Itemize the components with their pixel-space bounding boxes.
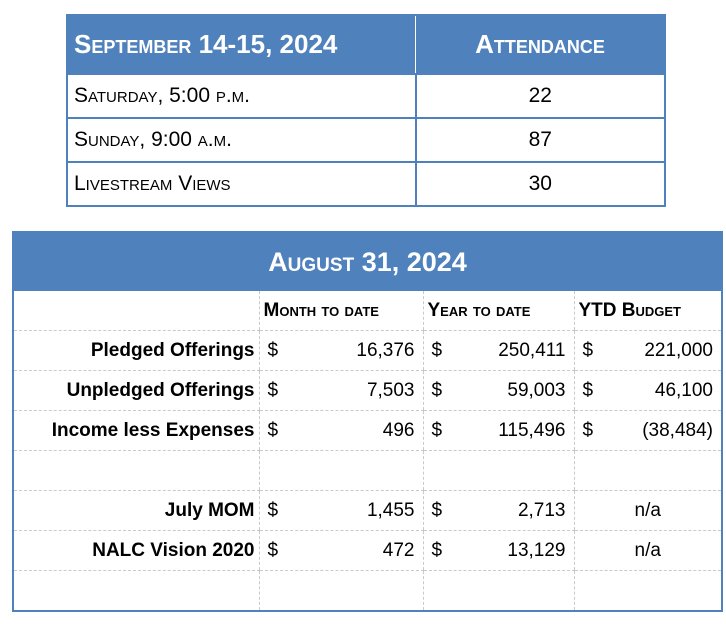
currency-symbol: $ bbox=[431, 379, 443, 401]
attendance-column-header: Attendance bbox=[416, 15, 666, 74]
attendance-row bbox=[67, 162, 665, 206]
finance-spacer-row bbox=[14, 571, 721, 611]
currency-symbol: $ bbox=[431, 539, 443, 561]
amount: 16,376 bbox=[356, 339, 415, 361]
ytd-budget-cell bbox=[574, 331, 721, 371]
ytd-budget-cell bbox=[574, 371, 721, 411]
amount: (38,484) bbox=[642, 419, 713, 441]
row-label: July MOM bbox=[14, 491, 259, 531]
month-to-date-cell bbox=[259, 531, 423, 571]
currency-symbol: $ bbox=[431, 499, 443, 521]
empty-cell bbox=[259, 451, 423, 491]
currency-symbol: $ bbox=[431, 419, 443, 441]
ytd-budget-cell: n/a bbox=[574, 491, 721, 531]
year-to-date-cell bbox=[423, 371, 574, 411]
row-label: NALC Vision 2020 bbox=[14, 531, 259, 571]
amount: 7,503 bbox=[366, 379, 415, 401]
month-to-date-cell bbox=[259, 491, 423, 531]
attendance-table bbox=[66, 14, 666, 207]
finance-row bbox=[14, 531, 721, 571]
empty-cell bbox=[14, 451, 259, 491]
year-to-date-cell bbox=[423, 331, 574, 371]
amount: 115,496 bbox=[498, 419, 566, 441]
currency-symbol: $ bbox=[267, 419, 279, 441]
month-to-date-cell bbox=[259, 331, 423, 371]
finance-table bbox=[14, 291, 721, 610]
finance-row bbox=[14, 411, 721, 451]
attendance-value: 30 bbox=[416, 162, 666, 206]
currency-symbol: $ bbox=[582, 419, 594, 441]
empty-cell bbox=[423, 571, 574, 611]
finance-header-blank bbox=[14, 291, 259, 331]
amount: 46,100 bbox=[654, 379, 713, 401]
year-to-date-cell bbox=[423, 491, 574, 531]
attendance-date-header: September 14-15, 2024 bbox=[67, 15, 416, 74]
currency-symbol: $ bbox=[267, 499, 279, 521]
attendance-label: Sunday, 9:00 a.m. bbox=[67, 118, 416, 162]
year-to-date-cell bbox=[423, 411, 574, 451]
empty-cell bbox=[423, 451, 574, 491]
ytd-budget-cell: n/a bbox=[574, 531, 721, 571]
empty-cell bbox=[574, 451, 721, 491]
attendance-row bbox=[67, 118, 665, 162]
amount: 1,455 bbox=[366, 499, 415, 521]
currency-symbol: $ bbox=[267, 339, 279, 361]
finance-spacer-row bbox=[14, 451, 721, 491]
amount: 13,129 bbox=[507, 539, 566, 561]
finance-panel bbox=[12, 231, 723, 612]
attendance-header-row bbox=[67, 15, 665, 74]
finance-row bbox=[14, 491, 721, 531]
month-to-date-cell bbox=[259, 371, 423, 411]
ytd-budget-cell bbox=[574, 411, 721, 451]
currency-symbol: $ bbox=[582, 339, 594, 361]
currency-symbol: $ bbox=[267, 379, 279, 401]
finance-title: August 31, 2024 bbox=[14, 233, 721, 291]
amount: 250,411 bbox=[498, 339, 566, 361]
year-to-date-cell bbox=[423, 531, 574, 571]
amount: 59,003 bbox=[507, 379, 566, 401]
finance-row bbox=[14, 371, 721, 411]
amount: 472 bbox=[382, 539, 415, 561]
attendance-label: Saturday, 5:00 p.m. bbox=[67, 74, 416, 118]
month-to-date-cell bbox=[259, 411, 423, 451]
row-label: Unpledged Offerings bbox=[14, 371, 259, 411]
attendance-label: Livestream Views bbox=[67, 162, 416, 206]
currency-symbol: $ bbox=[267, 539, 279, 561]
currency-symbol: $ bbox=[582, 379, 594, 401]
header-year-to-date: Year to date bbox=[423, 291, 574, 331]
row-label: Pledged Offerings bbox=[14, 331, 259, 371]
empty-cell bbox=[259, 571, 423, 611]
header-month-to-date: Month to date bbox=[259, 291, 423, 331]
header-ytd-budget: YTD Budget bbox=[574, 291, 721, 331]
currency-symbol: $ bbox=[431, 339, 443, 361]
finance-row bbox=[14, 331, 721, 371]
attendance-value: 87 bbox=[416, 118, 666, 162]
attendance-row bbox=[67, 74, 665, 118]
row-label: Income less Expenses bbox=[14, 411, 259, 451]
finance-header-row bbox=[14, 291, 721, 331]
amount: 221,000 bbox=[644, 339, 713, 361]
empty-cell bbox=[574, 571, 721, 611]
amount: 496 bbox=[382, 419, 415, 441]
amount: 2,713 bbox=[517, 499, 566, 521]
attendance-value: 22 bbox=[416, 74, 666, 118]
empty-cell bbox=[14, 571, 259, 611]
